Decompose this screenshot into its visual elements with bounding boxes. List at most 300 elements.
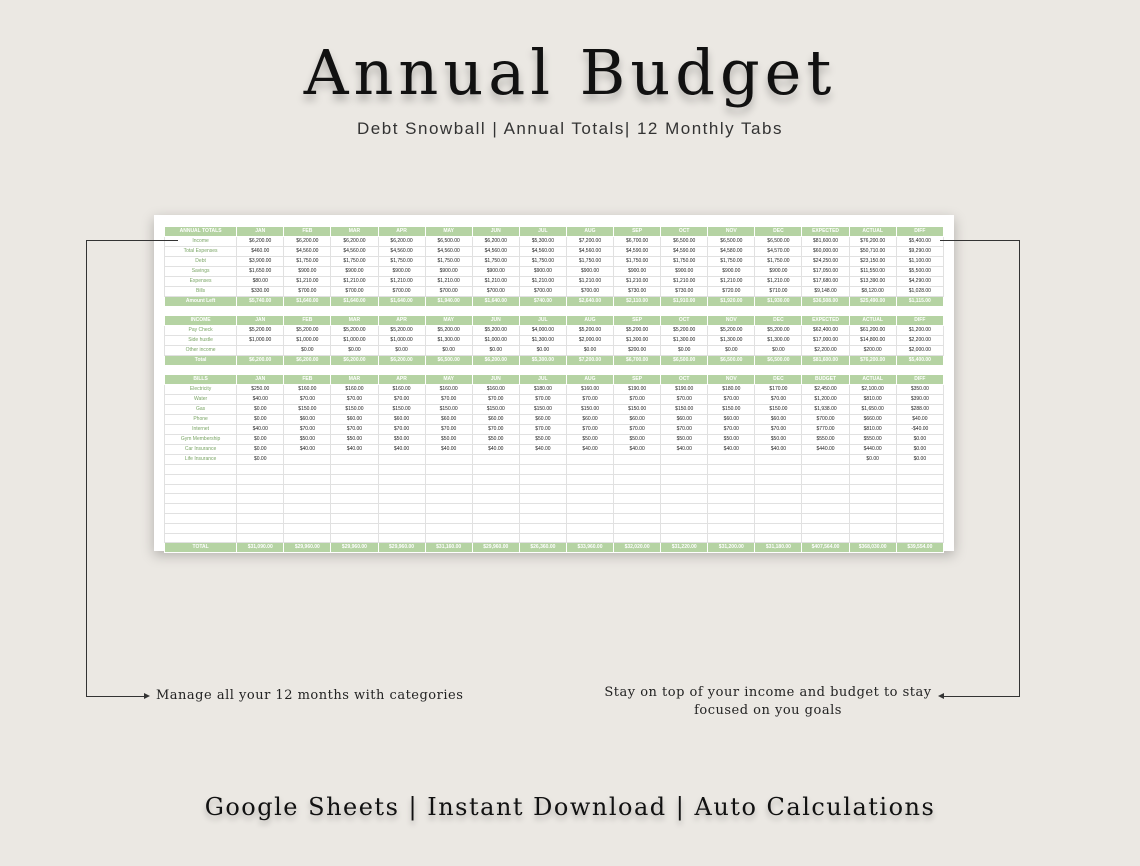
cell[interactable]: $1,750.00 (331, 257, 378, 267)
cell[interactable]: $0.00 (425, 346, 472, 356)
cell[interactable]: $1,115.00 (896, 297, 943, 307)
cell[interactable]: $0.00 (331, 346, 378, 356)
cell[interactable]: $4,560.00 (566, 247, 613, 257)
cell[interactable] (237, 494, 284, 504)
cell[interactable]: DIFF (896, 227, 943, 237)
cell[interactable]: $1,750.00 (519, 257, 566, 267)
cell[interactable]: $50,710.00 (849, 247, 896, 257)
cell[interactable]: $60.00 (425, 415, 472, 425)
cell[interactable]: $0.00 (237, 435, 284, 445)
cell[interactable]: $2,110.00 (614, 297, 661, 307)
cell[interactable]: $32,020.00 (614, 543, 661, 553)
cell[interactable]: $6,200.00 (331, 356, 378, 366)
cell[interactable]: $76,200.00 (849, 356, 896, 366)
cell[interactable] (708, 455, 755, 465)
cell[interactable]: $40.00 (331, 445, 378, 455)
cell[interactable]: $5,400.00 (896, 356, 943, 366)
cell[interactable]: $5,200.00 (237, 326, 284, 336)
cell[interactable] (331, 523, 378, 533)
cell[interactable]: JUN (472, 227, 519, 237)
cell[interactable]: $50.00 (566, 435, 613, 445)
cell[interactable]: $70.00 (284, 395, 331, 405)
cell[interactable]: $1,000.00 (331, 336, 378, 346)
cell[interactable] (614, 484, 661, 494)
cell[interactable] (378, 455, 425, 465)
cell[interactable]: $700.00 (472, 287, 519, 297)
cell[interactable]: $4,560.00 (472, 247, 519, 257)
cell[interactable]: $29,960.00 (331, 543, 378, 553)
cell[interactable]: $900.00 (614, 267, 661, 277)
cell[interactable] (849, 533, 896, 543)
cell[interactable]: $740.00 (519, 297, 566, 307)
cell[interactable]: $40.00 (896, 415, 943, 425)
cell[interactable]: $2,000.00 (566, 336, 613, 346)
cell[interactable]: $150.00 (472, 405, 519, 415)
cell[interactable] (755, 533, 802, 543)
cell[interactable] (284, 494, 331, 504)
cell[interactable]: $5,200.00 (661, 326, 708, 336)
cell[interactable] (614, 465, 661, 475)
row-label[interactable] (165, 513, 237, 523)
cell[interactable]: $5,740.00 (237, 297, 284, 307)
row-label[interactable]: TOTAL (165, 543, 237, 553)
cell[interactable]: $23,150.00 (849, 257, 896, 267)
cell[interactable]: DEC (755, 227, 802, 237)
cell[interactable] (519, 474, 566, 484)
cell[interactable]: $160.00 (472, 385, 519, 395)
cell[interactable]: $150.00 (425, 405, 472, 415)
cell[interactable]: $26,360.00 (519, 543, 566, 553)
cell[interactable]: $1,750.00 (661, 257, 708, 267)
cell[interactable] (566, 513, 613, 523)
cell[interactable]: $900.00 (331, 267, 378, 277)
cell[interactable]: $60.00 (331, 415, 378, 425)
cell[interactable] (378, 484, 425, 494)
cell[interactable]: $5,200.00 (331, 326, 378, 336)
cell[interactable]: $1,640.00 (472, 297, 519, 307)
cell[interactable]: $5,200.00 (425, 326, 472, 336)
cell[interactable]: EXPECTED (802, 316, 849, 326)
cell[interactable] (614, 474, 661, 484)
cell[interactable]: $29,960.00 (284, 543, 331, 553)
cell[interactable]: $60.00 (566, 415, 613, 425)
cell[interactable]: JUN (472, 375, 519, 385)
cell[interactable]: $6,200.00 (284, 356, 331, 366)
cell[interactable]: $4,560.00 (284, 247, 331, 257)
cell[interactable]: $1,910.00 (661, 297, 708, 307)
row-label[interactable]: Amount Left (165, 297, 237, 307)
cell[interactable] (708, 504, 755, 514)
cell[interactable] (472, 465, 519, 475)
row-label[interactable]: Total Expenses (165, 247, 237, 257)
cell[interactable]: $1,750.00 (284, 257, 331, 267)
cell[interactable] (378, 474, 425, 484)
cell[interactable]: $70.00 (284, 425, 331, 435)
cell[interactable]: $190.00 (614, 385, 661, 395)
cell[interactable]: $7,200.00 (566, 237, 613, 247)
cell[interactable]: $0.00 (566, 346, 613, 356)
cell[interactable] (661, 494, 708, 504)
cell[interactable] (425, 523, 472, 533)
cell[interactable]: FEB (284, 375, 331, 385)
cell[interactable]: $4,560.00 (378, 247, 425, 257)
cell[interactable]: $1,750.00 (472, 257, 519, 267)
cell[interactable]: $40.00 (237, 425, 284, 435)
cell[interactable]: JAN (237, 375, 284, 385)
cell[interactable]: OCT (661, 316, 708, 326)
cell[interactable]: FEB (284, 316, 331, 326)
cell[interactable]: $6,200.00 (378, 237, 425, 247)
row-label[interactable] (165, 504, 237, 514)
cell[interactable]: $70.00 (708, 425, 755, 435)
cell[interactable]: $70.00 (472, 425, 519, 435)
cell[interactable] (896, 533, 943, 543)
cell[interactable]: $6,700.00 (614, 237, 661, 247)
cell[interactable]: NOV (708, 227, 755, 237)
cell[interactable]: $6,200.00 (331, 237, 378, 247)
cell[interactable] (284, 484, 331, 494)
cell[interactable]: $60.00 (284, 415, 331, 425)
cell[interactable]: $460.00 (237, 247, 284, 257)
cell[interactable]: $29,960.00 (378, 543, 425, 553)
cell[interactable] (519, 504, 566, 514)
cell[interactable] (896, 465, 943, 475)
cell[interactable] (472, 484, 519, 494)
row-label[interactable]: Bills (165, 287, 237, 297)
cell[interactable]: $2,450.00 (802, 385, 849, 395)
cell[interactable]: $1,210.00 (378, 277, 425, 287)
cell[interactable]: $60.00 (708, 415, 755, 425)
row-label[interactable] (165, 533, 237, 543)
cell[interactable]: $350.00 (896, 385, 943, 395)
cell[interactable]: $160.00 (284, 385, 331, 395)
cell[interactable]: $2,200.00 (896, 336, 943, 346)
cell[interactable]: $150.00 (331, 405, 378, 415)
cell[interactable]: $0.00 (661, 346, 708, 356)
cell[interactable]: $50.00 (519, 435, 566, 445)
cell[interactable]: $160.00 (378, 385, 425, 395)
cell[interactable]: $31,180.00 (755, 543, 802, 553)
cell[interactable]: OCT (661, 375, 708, 385)
cell[interactable] (614, 504, 661, 514)
cell[interactable]: $2,200.00 (802, 346, 849, 356)
cell[interactable]: $5,500.00 (896, 267, 943, 277)
cell[interactable]: $330.00 (237, 287, 284, 297)
cell[interactable]: $710.00 (755, 287, 802, 297)
cell[interactable]: $900.00 (708, 267, 755, 277)
cell[interactable] (566, 523, 613, 533)
cell[interactable]: $5,200.00 (472, 326, 519, 336)
cell[interactable]: $17,050.00 (802, 267, 849, 277)
row-label[interactable] (165, 523, 237, 533)
cell[interactable] (519, 494, 566, 504)
cell[interactable] (331, 504, 378, 514)
cell[interactable]: $1,300.00 (661, 336, 708, 346)
cell[interactable] (755, 484, 802, 494)
cell[interactable]: $6,700.00 (614, 356, 661, 366)
cell[interactable]: APR (378, 375, 425, 385)
cell[interactable]: $4,290.00 (896, 277, 943, 287)
cell[interactable] (331, 455, 378, 465)
row-label[interactable]: Pay Check (165, 326, 237, 336)
cell[interactable]: $5,200.00 (566, 326, 613, 336)
cell[interactable]: ACTUAL (849, 316, 896, 326)
cell[interactable] (755, 465, 802, 475)
cell[interactable]: $31,160.00 (425, 543, 472, 553)
cell[interactable]: JUL (519, 316, 566, 326)
cell[interactable]: $720.00 (708, 287, 755, 297)
cell[interactable]: $1,930.00 (755, 297, 802, 307)
cell[interactable]: $9,148.00 (802, 287, 849, 297)
cell[interactable]: $1,210.00 (566, 277, 613, 287)
cell[interactable]: $6,500.00 (661, 237, 708, 247)
cell[interactable]: $14,800.00 (849, 336, 896, 346)
cell[interactable]: $0.00 (519, 346, 566, 356)
cell[interactable]: $810.00 (849, 395, 896, 405)
cell[interactable]: $33,960.00 (566, 543, 613, 553)
cell[interactable] (896, 513, 943, 523)
cell[interactable] (331, 494, 378, 504)
cell[interactable] (896, 504, 943, 514)
row-label[interactable]: Savings (165, 267, 237, 277)
cell[interactable] (661, 465, 708, 475)
cell[interactable]: $0.00 (237, 455, 284, 465)
cell[interactable] (661, 484, 708, 494)
cell[interactable]: $250.00 (237, 385, 284, 395)
cell[interactable]: $1,210.00 (331, 277, 378, 287)
cell[interactable]: EXPECTED (802, 227, 849, 237)
cell[interactable]: $150.00 (708, 405, 755, 415)
cell[interactable]: $70.00 (661, 425, 708, 435)
cell[interactable] (708, 474, 755, 484)
cell[interactable] (425, 484, 472, 494)
cell[interactable] (566, 474, 613, 484)
cell[interactable]: $5,200.00 (614, 326, 661, 336)
cell[interactable] (331, 474, 378, 484)
cell[interactable] (472, 494, 519, 504)
cell[interactable]: $0.00 (237, 445, 284, 455)
cell[interactable]: $31,220.00 (661, 543, 708, 553)
cell[interactable]: $0.00 (472, 346, 519, 356)
cell[interactable]: $6,500.00 (755, 356, 802, 366)
cell[interactable]: $150.00 (661, 405, 708, 415)
cell[interactable]: $550.00 (802, 435, 849, 445)
cell[interactable] (566, 484, 613, 494)
cell[interactable] (378, 523, 425, 533)
cell[interactable]: $1,210.00 (755, 277, 802, 287)
cell[interactable]: $5,200.00 (755, 326, 802, 336)
row-label[interactable]: Gas (165, 405, 237, 415)
cell[interactable]: MAR (331, 375, 378, 385)
cell[interactable]: $0.00 (896, 435, 943, 445)
cell[interactable]: $1,650.00 (849, 405, 896, 415)
cell[interactable]: $1,200.00 (802, 395, 849, 405)
cell[interactable]: $70.00 (378, 425, 425, 435)
cell[interactable]: $900.00 (755, 267, 802, 277)
cell[interactable]: $6,500.00 (708, 356, 755, 366)
cell[interactable]: $50.00 (472, 435, 519, 445)
cell[interactable]: $1,210.00 (425, 277, 472, 287)
cell[interactable] (425, 513, 472, 523)
cell[interactable]: $50.00 (378, 435, 425, 445)
cell[interactable]: SEP (614, 316, 661, 326)
cell[interactable]: APR (378, 316, 425, 326)
cell[interactable]: $70.00 (331, 425, 378, 435)
cell[interactable] (425, 474, 472, 484)
cell[interactable]: DIFF (896, 375, 943, 385)
cell[interactable]: $4,570.00 (755, 247, 802, 257)
cell[interactable]: $1,210.00 (472, 277, 519, 287)
cell[interactable]: $1,640.00 (378, 297, 425, 307)
cell[interactable]: $6,500.00 (425, 356, 472, 366)
row-label[interactable]: INCOME (165, 316, 237, 326)
cell[interactable]: $1,000.00 (237, 336, 284, 346)
cell[interactable]: $4,590.00 (614, 247, 661, 257)
cell[interactable] (896, 484, 943, 494)
cell[interactable] (614, 513, 661, 523)
cell[interactable]: $40.00 (661, 445, 708, 455)
cell[interactable]: $70.00 (331, 395, 378, 405)
cell[interactable]: $0.00 (708, 346, 755, 356)
cell[interactable]: BUDGET (802, 375, 849, 385)
cell[interactable]: $7,200.00 (566, 356, 613, 366)
cell[interactable]: $70.00 (566, 395, 613, 405)
cell[interactable]: $6,200.00 (237, 356, 284, 366)
cell[interactable] (425, 465, 472, 475)
cell[interactable]: $700.00 (519, 287, 566, 297)
cell[interactable]: $11,550.00 (849, 267, 896, 277)
cell[interactable]: SEP (614, 227, 661, 237)
cell[interactable] (802, 474, 849, 484)
cell[interactable]: $1,300.00 (425, 336, 472, 346)
cell[interactable]: $70.00 (708, 395, 755, 405)
cell[interactable]: $1,650.00 (237, 267, 284, 277)
cell[interactable]: $4,560.00 (519, 247, 566, 257)
cell[interactable]: $50.00 (614, 435, 661, 445)
cell[interactable]: $900.00 (519, 267, 566, 277)
cell[interactable]: $200.00 (849, 346, 896, 356)
cell[interactable] (331, 484, 378, 494)
cell[interactable] (755, 494, 802, 504)
cell[interactable] (519, 533, 566, 543)
cell[interactable]: $1,100.00 (896, 257, 943, 267)
cell[interactable] (237, 346, 284, 356)
row-label[interactable]: Phone (165, 415, 237, 425)
cell[interactable]: $76,200.00 (849, 237, 896, 247)
cell[interactable] (425, 455, 472, 465)
cell[interactable] (472, 523, 519, 533)
cell[interactable] (802, 455, 849, 465)
cell[interactable] (284, 474, 331, 484)
cell[interactable]: $60.00 (378, 415, 425, 425)
row-label[interactable]: Side hustle (165, 336, 237, 346)
cell[interactable] (614, 523, 661, 533)
cell[interactable]: $70.00 (614, 395, 661, 405)
cell[interactable]: MAR (331, 316, 378, 326)
cell[interactable]: $5,400.00 (896, 237, 943, 247)
row-label[interactable]: Water (165, 395, 237, 405)
cell[interactable]: $4,560.00 (425, 247, 472, 257)
cell[interactable]: $5,300.00 (519, 237, 566, 247)
cell[interactable]: -$40.00 (896, 425, 943, 435)
cell[interactable]: JUL (519, 375, 566, 385)
cell[interactable]: $6,500.00 (425, 237, 472, 247)
cell[interactable]: $180.00 (519, 385, 566, 395)
cell[interactable]: $60.00 (614, 415, 661, 425)
cell[interactable]: JUN (472, 316, 519, 326)
cell[interactable]: $1,000.00 (284, 336, 331, 346)
cell[interactable]: $440.00 (849, 445, 896, 455)
row-label[interactable]: Internet (165, 425, 237, 435)
cell[interactable] (284, 465, 331, 475)
row-label[interactable]: BILLS (165, 375, 237, 385)
cell[interactable] (661, 455, 708, 465)
cell[interactable]: ACTUAL (849, 227, 896, 237)
cell[interactable] (284, 523, 331, 533)
cell[interactable]: $62,400.00 (802, 326, 849, 336)
cell[interactable]: MAY (425, 375, 472, 385)
cell[interactable]: $2,000.00 (896, 346, 943, 356)
cell[interactable]: $1,300.00 (755, 336, 802, 346)
cell[interactable]: $0.00 (755, 346, 802, 356)
cell[interactable] (708, 513, 755, 523)
cell[interactable] (331, 533, 378, 543)
cell[interactable]: $368,030.00 (849, 543, 896, 553)
cell[interactable] (708, 465, 755, 475)
cell[interactable] (284, 513, 331, 523)
cell[interactable] (378, 533, 425, 543)
cell[interactable]: NOV (708, 316, 755, 326)
cell[interactable]: $70.00 (472, 395, 519, 405)
cell[interactable]: $730.00 (661, 287, 708, 297)
cell[interactable]: $60,000.00 (802, 247, 849, 257)
cell[interactable] (614, 533, 661, 543)
cell[interactable]: $50.00 (708, 435, 755, 445)
cell[interactable] (755, 455, 802, 465)
cell[interactable] (284, 504, 331, 514)
cell[interactable]: $190.00 (661, 385, 708, 395)
cell[interactable]: $40.00 (519, 445, 566, 455)
cell[interactable] (519, 484, 566, 494)
cell[interactable]: ACTUAL (849, 375, 896, 385)
cell[interactable] (519, 523, 566, 533)
cell[interactable] (472, 455, 519, 465)
cell[interactable]: $6,200.00 (472, 356, 519, 366)
cell[interactable]: $40.00 (614, 445, 661, 455)
cell[interactable]: $900.00 (284, 267, 331, 277)
cell[interactable]: AUG (566, 227, 613, 237)
cell[interactable]: $6,200.00 (378, 356, 425, 366)
cell[interactable] (237, 513, 284, 523)
cell[interactable] (425, 494, 472, 504)
cell[interactable]: $31,200.00 (708, 543, 755, 553)
cell[interactable] (849, 465, 896, 475)
cell[interactable]: $900.00 (566, 267, 613, 277)
row-label[interactable] (165, 474, 237, 484)
cell[interactable]: $1,750.00 (708, 257, 755, 267)
cell[interactable]: $50.00 (331, 435, 378, 445)
cell[interactable]: $810.00 (849, 425, 896, 435)
cell[interactable] (331, 513, 378, 523)
cell[interactable]: MAY (425, 316, 472, 326)
cell[interactable] (708, 533, 755, 543)
cell[interactable] (896, 523, 943, 533)
cell[interactable] (896, 474, 943, 484)
cell[interactable]: $700.00 (378, 287, 425, 297)
cell[interactable]: $6,200.00 (472, 237, 519, 247)
cell[interactable]: $70.00 (378, 395, 425, 405)
cell[interactable] (849, 523, 896, 533)
